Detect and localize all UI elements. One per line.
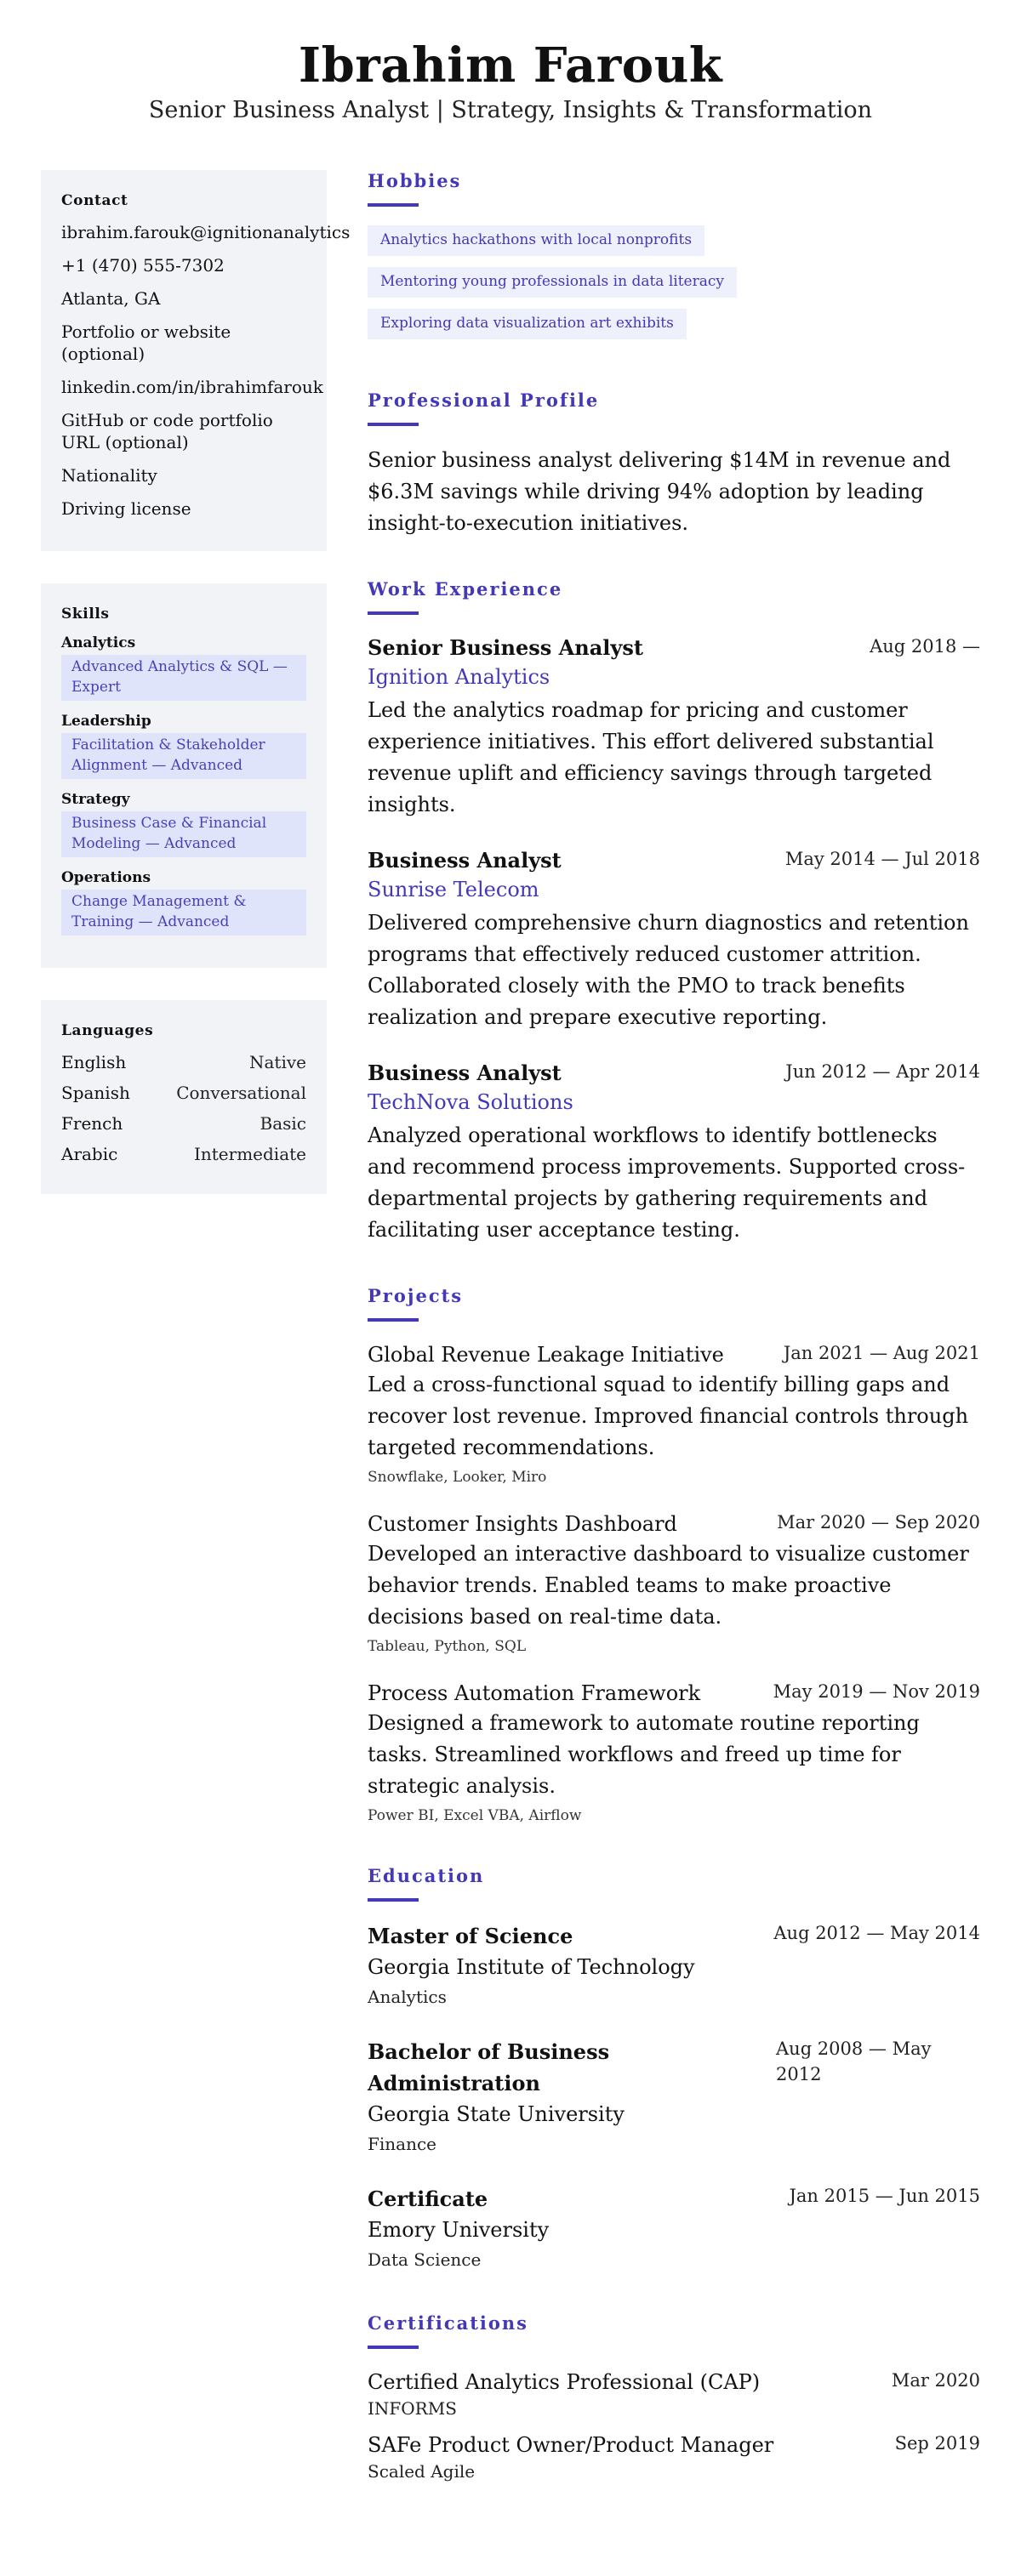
certifications-section bbox=[368, 2312, 980, 2483]
section-title: Projects bbox=[368, 1285, 464, 1306]
skill-group-title: Leadership bbox=[61, 713, 151, 730]
project-name: Customer Insights Dashboard bbox=[368, 1512, 677, 1536]
hobby-chip: Analytics hackathons with local nonprofits bbox=[368, 225, 704, 256]
degree-name: Master of Science bbox=[368, 1924, 573, 1948]
section-divider bbox=[368, 2346, 419, 2349]
profile-summary: Senior business analyst delivering $14M in revenue and $6.3M savings while driving 94% adoption by leading insight-to-execution initiatives. bbox=[368, 448, 951, 535]
certification-date: Mar 2020 bbox=[891, 2370, 980, 2391]
field-of-study: Analytics bbox=[368, 1987, 447, 2007]
project-tools: Power BI, Excel VBA, Airflow bbox=[368, 1807, 582, 1824]
certification-name: Certified Analytics Professional (CAP) bbox=[368, 2370, 761, 2394]
field-of-study: Data Science bbox=[368, 2249, 482, 2270]
job-title: Business Analyst bbox=[368, 848, 562, 873]
project-name: Global Revenue Leakage Initiative bbox=[368, 1343, 724, 1367]
certification-issuer: INFORMS bbox=[368, 2398, 457, 2419]
certification-entry bbox=[368, 2368, 980, 2420]
certification-date: Sep 2019 bbox=[894, 2433, 980, 2454]
section-divider bbox=[368, 423, 419, 426]
section-divider bbox=[368, 1898, 419, 1902]
project-name: Process Automation Framework bbox=[368, 1681, 701, 1705]
section-title: Professional Profile bbox=[368, 390, 600, 411]
resume-header bbox=[0, 0, 1021, 126]
project-entry bbox=[368, 1679, 980, 1826]
section-divider bbox=[368, 203, 419, 207]
language-level: Intermediate bbox=[193, 1144, 306, 1164]
skill-chip: Business Case & Financial Modeling — Advanced bbox=[61, 811, 306, 857]
profile-section bbox=[368, 390, 980, 539]
hobby-list bbox=[368, 225, 980, 350]
languages-card bbox=[41, 1000, 327, 1194]
language-level: Native bbox=[249, 1052, 306, 1072]
project-description: Designed a framework to automate routine reporting tasks. Streamlined workflows and freed up time for strategic analysis. bbox=[368, 1711, 920, 1798]
education-entry bbox=[368, 2036, 980, 2158]
education-entry bbox=[368, 1920, 980, 2010]
skill-chip: Facilitation & Stakeholder Alignment — Advanced bbox=[61, 733, 306, 779]
school-name: Georgia State University bbox=[368, 2102, 625, 2126]
certification-name: SAFe Product Owner/Product Manager bbox=[368, 2433, 774, 2457]
job-description: Analyzed operational workflows to identify bottlenecks and recommend process improvements. Supported cross-departmental projects by gathering requirements and facilitating user acceptance testing. bbox=[368, 1123, 966, 1242]
education-section bbox=[368, 1865, 980, 2273]
contact-email[interactable]: ibrahim.farouk@ignitionanalytics bbox=[61, 222, 351, 242]
company-name: Sunrise Telecom bbox=[368, 878, 539, 901]
company-name: Ignition Analytics bbox=[368, 665, 550, 689]
degree-name: Certificate bbox=[368, 2186, 488, 2211]
language-name: English bbox=[61, 1052, 127, 1072]
language-name: French bbox=[61, 1113, 123, 1134]
project-tools: Tableau, Python, SQL bbox=[368, 1638, 527, 1655]
experience-entry bbox=[368, 846, 980, 1033]
hobby-chip: Exploring data visualization art exhibits bbox=[368, 309, 687, 339]
job-dates: May 2014 — Jul 2018 bbox=[784, 849, 980, 869]
job-description: Delivered comprehensive churn diagnostics and retention programs that effectively reduced customer attrition. Collaborated closely with the PMO to track benefits realization and prepare executive reporting. bbox=[368, 911, 969, 1029]
contact-location: Atlanta, GA bbox=[61, 288, 161, 309]
skill-group-leadership bbox=[61, 713, 306, 779]
contact-phone[interactable]: +1 (470) 555-7302 bbox=[61, 255, 225, 276]
contact-portfolio: Portfolio or website (optional) bbox=[61, 321, 231, 364]
company-name: TechNova Solutions bbox=[368, 1090, 573, 1114]
language-name: Arabic bbox=[61, 1144, 118, 1164]
resume-body bbox=[0, 170, 1021, 2522]
language-row bbox=[61, 1051, 306, 1073]
contact-card bbox=[41, 170, 351, 551]
education-dates: Jan 2015 — Jun 2015 bbox=[789, 2186, 980, 2206]
projects-section bbox=[368, 1285, 980, 1826]
sidebar bbox=[41, 170, 351, 2522]
project-description: Led a cross-functional squad to identify billing gaps and recover lost revenue. Improved financial controls through targeted recommendations. bbox=[368, 1373, 969, 1459]
contact-github: GitHub or code portfolio URL (optional) bbox=[61, 410, 273, 452]
job-dates: Jun 2012 — Apr 2014 bbox=[785, 1061, 980, 1082]
certification-entry bbox=[368, 2431, 980, 2483]
hobby-chip: Mentoring young professionals in data literacy bbox=[368, 267, 737, 298]
candidate-tagline: Senior Business Analyst | Strategy, Insights & Transformation bbox=[148, 97, 873, 123]
school-name: Georgia Institute of Technology bbox=[368, 1955, 695, 1979]
education-entry bbox=[368, 2183, 980, 2273]
job-title: Senior Business Analyst bbox=[368, 635, 643, 660]
project-description: Developed an interactive dashboard to visualize customer behavior trends. Enabled teams to make proactive decisions based on real-time data. bbox=[368, 1542, 969, 1629]
project-entry bbox=[368, 1340, 980, 1487]
project-dates: May 2019 — Nov 2019 bbox=[773, 1681, 980, 1702]
section-title: Hobbies bbox=[368, 170, 462, 191]
job-title: Business Analyst bbox=[368, 1061, 562, 1085]
contact-title: Contact bbox=[61, 192, 128, 209]
section-divider bbox=[368, 1318, 419, 1322]
skills-title: Skills bbox=[61, 606, 110, 623]
project-dates: Jan 2021 — Aug 2021 bbox=[783, 1343, 980, 1363]
skill-group-analytics bbox=[61, 634, 306, 701]
certification-issuer: Scaled Agile bbox=[368, 2461, 476, 2482]
contact-nationality: Nationality bbox=[61, 465, 157, 486]
section-title: Certifications bbox=[368, 2312, 528, 2334]
candidate-name: Ibrahim Farouk bbox=[298, 37, 723, 94]
section-divider bbox=[368, 611, 419, 615]
skill-group-title: Analytics bbox=[61, 634, 136, 651]
skill-chip: Change Management & Training — Advanced bbox=[61, 890, 306, 935]
skill-group-title: Strategy bbox=[61, 791, 130, 808]
job-dates: Aug 2018 — bbox=[870, 636, 980, 657]
project-dates: Mar 2020 — Sep 2020 bbox=[777, 1512, 980, 1533]
skill-group-operations bbox=[61, 869, 306, 935]
education-dates: Aug 2008 — May 2012 bbox=[776, 2039, 932, 2084]
field-of-study: Finance bbox=[368, 2134, 436, 2154]
job-description: Led the analytics roadmap for pricing and customer experience initiatives. This effort delivered substantial revenue uplift and efficiency savings through targeted insights. bbox=[368, 698, 934, 816]
section-title: Work Experience bbox=[368, 578, 563, 600]
skills-card bbox=[41, 583, 327, 968]
education-dates: Aug 2012 — May 2014 bbox=[773, 1923, 980, 1943]
language-row bbox=[61, 1112, 306, 1134]
experience-entry bbox=[368, 634, 980, 821]
degree-name: Bachelor of Business Administration bbox=[368, 2039, 610, 2095]
skill-group-strategy bbox=[61, 791, 306, 857]
language-row bbox=[61, 1143, 306, 1165]
experience-entry bbox=[368, 1059, 980, 1246]
language-level: Basic bbox=[260, 1113, 306, 1134]
skill-group-title: Operations bbox=[61, 869, 151, 886]
section-title: Education bbox=[368, 1865, 485, 1886]
language-level: Conversational bbox=[176, 1083, 306, 1103]
school-name: Emory University bbox=[368, 2218, 550, 2242]
experience-section bbox=[368, 578, 980, 1246]
contact-linkedin[interactable]: linkedin.com/in/ibrahimfarouk bbox=[61, 377, 323, 397]
languages-title: Languages bbox=[61, 1022, 154, 1039]
skill-chip: Advanced Analytics & SQL — Expert bbox=[61, 655, 306, 701]
project-entry bbox=[368, 1510, 980, 1657]
hobbies-section bbox=[368, 170, 980, 350]
contact-driving-license: Driving license bbox=[61, 498, 191, 519]
language-name: Spanish bbox=[61, 1083, 130, 1103]
main-content bbox=[368, 170, 980, 2522]
project-tools: Snowflake, Looker, Miro bbox=[368, 1469, 547, 1486]
language-row bbox=[61, 1082, 306, 1104]
